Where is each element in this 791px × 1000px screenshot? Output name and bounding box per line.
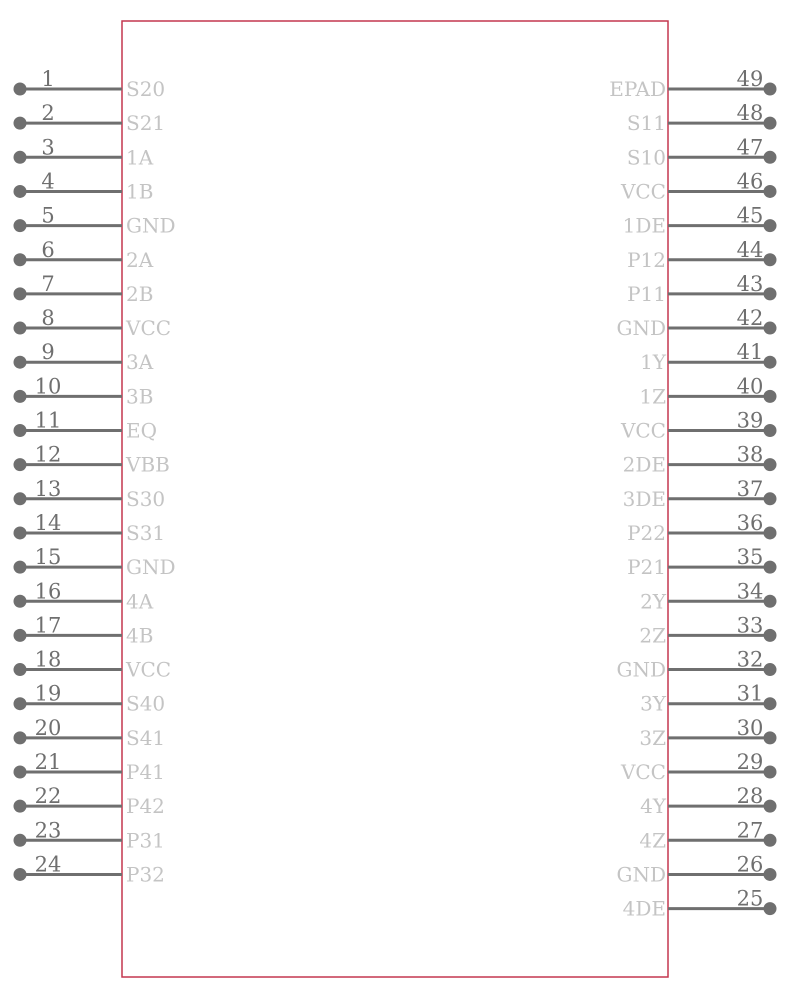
- pin-name: S41: [126, 725, 166, 750]
- left-pin-20: [14, 716, 166, 750]
- pin-endpoint-dot: [764, 390, 777, 403]
- left-pin-14: [14, 511, 166, 545]
- pin-name: GND: [616, 862, 666, 887]
- pin-endpoint-dot: [764, 834, 777, 847]
- pin-number: 7: [41, 271, 55, 296]
- pin-number: 12: [34, 442, 62, 467]
- left-pin-4: [14, 169, 154, 203]
- right-pin-30: [639, 716, 776, 750]
- pin-endpoint-dot: [764, 766, 777, 779]
- pin-endpoint-dot: [764, 219, 777, 232]
- pin-number: 19: [34, 681, 62, 706]
- pin-name: P41: [126, 760, 165, 784]
- pin-name: VCC: [620, 418, 666, 443]
- pin-endpoint-dot: [14, 356, 27, 369]
- left-pin-10: [14, 374, 154, 408]
- pin-number: 40: [736, 374, 764, 399]
- left-pin-18: [14, 648, 172, 682]
- pin-name: EPAD: [609, 77, 666, 101]
- left-pin-19: [14, 682, 166, 716]
- pin-endpoint-dot: [14, 117, 27, 130]
- pin-name: GND: [616, 657, 666, 682]
- right-pin-33: [639, 613, 776, 647]
- pin-endpoint-dot: [764, 902, 777, 915]
- right-pin-34: [640, 579, 776, 613]
- pin-endpoint-dot: [764, 526, 777, 539]
- pin-endpoint-dot: [14, 868, 27, 881]
- left-pin-22: [14, 784, 165, 818]
- pin-name: 3B: [126, 384, 154, 409]
- pin-name: GND: [126, 213, 176, 238]
- left-pin-9: [14, 340, 154, 374]
- pin-number: 4: [41, 169, 55, 194]
- pin-endpoint-dot: [14, 697, 27, 710]
- pin-name: 3Z: [639, 725, 666, 750]
- pin-endpoint-dot: [14, 800, 27, 813]
- left-pin-17: [14, 613, 154, 647]
- pin-number: 48: [736, 101, 764, 126]
- pin-endpoint-dot: [14, 834, 27, 847]
- pin-number: 38: [736, 442, 764, 467]
- pin-number: 35: [736, 545, 764, 570]
- pin-name: GND: [126, 555, 176, 580]
- pin-name: VCC: [620, 179, 666, 204]
- pin-number: 30: [736, 715, 764, 740]
- pin-endpoint-dot: [764, 185, 777, 198]
- right-pin-46: [620, 169, 777, 203]
- pin-endpoint-dot: [14, 424, 27, 437]
- pin-endpoint-dot: [764, 287, 777, 300]
- right-pin-27: [639, 818, 776, 852]
- pin-name: VCC: [620, 760, 666, 784]
- pin-number: 45: [736, 203, 764, 228]
- pin-number: 6: [41, 237, 55, 262]
- pin-name: 1B: [126, 179, 154, 204]
- pin-number: 27: [736, 818, 764, 843]
- left-pin-1: [14, 67, 166, 101]
- pin-endpoint-dot: [764, 356, 777, 369]
- pin-number: 9: [41, 340, 55, 365]
- left-pin-23: [14, 818, 165, 852]
- pin-name: 4Y: [640, 794, 666, 819]
- pin-number: 29: [736, 750, 764, 774]
- left-pin-13: [14, 477, 166, 511]
- pin-name: 4A: [126, 589, 154, 614]
- right-pin-38: [623, 443, 777, 477]
- pin-number: 31: [736, 681, 764, 706]
- left-pin-16: [14, 579, 154, 613]
- right-pin-41: [640, 340, 776, 374]
- right-pin-35: [627, 545, 776, 579]
- pin-endpoint-dot: [14, 83, 27, 96]
- pin-endpoint-dot: [764, 800, 777, 813]
- left-pin-3: [14, 135, 154, 169]
- pin-name: S20: [126, 77, 166, 101]
- pin-number: 26: [736, 852, 764, 877]
- pin-number: 1: [41, 67, 55, 91]
- pin-endpoint-dot: [764, 492, 777, 505]
- right-pin-47: [627, 135, 777, 169]
- ic-body-outline: [122, 21, 668, 977]
- right-pin-49: [609, 67, 776, 101]
- pin-number: 18: [34, 647, 62, 672]
- pin-name: S30: [126, 486, 166, 511]
- pin-number: 46: [736, 169, 764, 194]
- pin-number: 41: [736, 340, 764, 365]
- pin-number: 33: [736, 613, 764, 638]
- pin-number: 11: [34, 408, 62, 433]
- right-pin-45: [623, 204, 777, 238]
- pin-number: 34: [736, 579, 764, 604]
- right-pin-44: [627, 238, 776, 272]
- pin-number: 44: [736, 237, 764, 262]
- pin-name: P31: [126, 828, 165, 853]
- pin-number: 28: [736, 784, 764, 809]
- pin-name: EQ: [126, 418, 157, 443]
- pin-endpoint-dot: [14, 287, 27, 300]
- pin-endpoint-dot: [764, 117, 777, 130]
- pin-number: 20: [34, 715, 62, 740]
- pin-name: P21: [627, 555, 666, 580]
- pin-number: 16: [34, 579, 62, 604]
- pin-name: 2Y: [640, 589, 666, 614]
- pin-number: 43: [736, 271, 764, 296]
- pin-number: 5: [41, 203, 55, 228]
- pin-name: 3DE: [622, 486, 666, 511]
- pin-number: 23: [34, 818, 62, 843]
- pin-endpoint-dot: [14, 492, 27, 505]
- pin-number: 49: [736, 67, 764, 91]
- pin-name: P42: [126, 794, 165, 819]
- pin-name: VBB: [126, 452, 170, 477]
- pin-number: 47: [736, 135, 764, 160]
- pin-name: 3A: [126, 350, 154, 375]
- pin-endpoint-dot: [14, 595, 27, 608]
- pin-name: 3Y: [640, 691, 666, 716]
- left-pin-7: [14, 272, 154, 306]
- pin-endpoint-dot: [764, 458, 777, 471]
- pin-number: 24: [34, 852, 62, 877]
- left-pin-6: [14, 238, 154, 272]
- pin-endpoint-dot: [764, 561, 777, 574]
- left-pin-5: [14, 204, 176, 238]
- pin-number: 36: [736, 510, 764, 535]
- pin-endpoint-dot: [764, 253, 777, 266]
- pin-endpoint-dot: [14, 766, 27, 779]
- left-pin-15: [14, 545, 176, 579]
- pin-name: S10: [626, 145, 666, 170]
- pin-number: 21: [34, 750, 62, 774]
- right-pin-43: [627, 272, 776, 306]
- pin-name: 4Z: [639, 828, 666, 853]
- pin-name: GND: [616, 316, 666, 341]
- right-pin-group: [609, 67, 776, 921]
- pin-endpoint-dot: [14, 390, 27, 403]
- pin-number: 17: [34, 613, 62, 638]
- right-pin-26: [616, 852, 776, 886]
- left-pin-2: [14, 101, 166, 135]
- pin-number: 2: [41, 101, 55, 126]
- pin-endpoint-dot: [764, 595, 777, 608]
- pin-endpoint-dot: [14, 253, 27, 266]
- pin-name: 4B: [126, 623, 154, 648]
- pin-endpoint-dot: [14, 629, 27, 642]
- pin-endpoint-dot: [14, 322, 27, 335]
- pin-endpoint-dot: [14, 731, 27, 744]
- right-pin-39: [620, 409, 777, 443]
- pin-name: 2A: [126, 247, 154, 272]
- pin-endpoint-dot: [764, 868, 777, 881]
- pin-number: 3: [41, 135, 55, 160]
- pin-name: P22: [627, 520, 666, 545]
- pin-endpoint-dot: [14, 219, 27, 232]
- pin-endpoint-dot: [764, 731, 777, 744]
- pin-number: 14: [34, 510, 62, 535]
- pin-number: 13: [34, 476, 62, 501]
- pin-endpoint-dot: [764, 83, 777, 96]
- pin-endpoint-dot: [14, 561, 27, 574]
- pin-name: S11: [626, 111, 666, 136]
- pin-name: S40: [126, 691, 166, 716]
- pin-name: 1Z: [639, 384, 666, 409]
- pin-number: 39: [736, 408, 764, 433]
- left-pin-group: [14, 67, 176, 886]
- pin-number: 15: [34, 545, 62, 570]
- pin-endpoint-dot: [14, 185, 27, 198]
- right-pin-37: [623, 477, 777, 511]
- pin-endpoint-dot: [764, 322, 777, 335]
- pin-name: 2B: [126, 281, 154, 306]
- pin-endpoint-dot: [764, 663, 777, 676]
- pin-endpoint-dot: [14, 458, 27, 471]
- left-pin-21: [14, 750, 165, 784]
- right-pin-32: [616, 648, 776, 682]
- left-pin-24: [14, 852, 165, 886]
- pin-number: 32: [736, 647, 764, 672]
- pin-name: 1Y: [640, 350, 666, 375]
- pin-number: 37: [736, 476, 764, 501]
- pin-name: S31: [126, 520, 166, 545]
- pin-name: 1DE: [622, 213, 666, 238]
- pin-endpoint-dot: [14, 526, 27, 539]
- pin-endpoint-dot: [764, 629, 777, 642]
- pin-number: 22: [34, 784, 62, 809]
- right-pin-42: [616, 306, 776, 340]
- pin-endpoint-dot: [764, 424, 777, 437]
- pin-name: 2Z: [639, 623, 666, 648]
- pin-name: P12: [627, 247, 666, 272]
- pin-endpoint-dot: [764, 151, 777, 164]
- right-pin-48: [627, 101, 777, 135]
- right-pin-25: [623, 887, 777, 921]
- right-pin-29: [620, 750, 777, 784]
- pin-endpoint-dot: [764, 697, 777, 710]
- left-pin-11: [14, 409, 158, 443]
- pin-name: P32: [126, 862, 165, 887]
- pin-endpoint-dot: [14, 151, 27, 164]
- pin-number: 42: [736, 306, 764, 331]
- right-pin-28: [640, 784, 776, 818]
- pin-number: 10: [34, 374, 62, 399]
- pin-number: 25: [736, 886, 764, 911]
- left-pin-12: [14, 443, 170, 477]
- pin-name: VCC: [126, 657, 172, 682]
- pin-name: 2DE: [622, 452, 666, 477]
- pin-endpoint-dot: [14, 663, 27, 676]
- pin-number: 8: [41, 306, 55, 331]
- pin-name: 4DE: [622, 896, 666, 921]
- pin-name: S21: [126, 111, 166, 136]
- right-pin-31: [640, 682, 776, 716]
- pin-name: P11: [627, 281, 666, 306]
- pin-name: 1A: [126, 145, 154, 170]
- right-pin-40: [639, 374, 776, 408]
- left-pin-8: [14, 306, 172, 340]
- right-pin-36: [627, 511, 776, 545]
- pin-name: VCC: [126, 316, 172, 341]
